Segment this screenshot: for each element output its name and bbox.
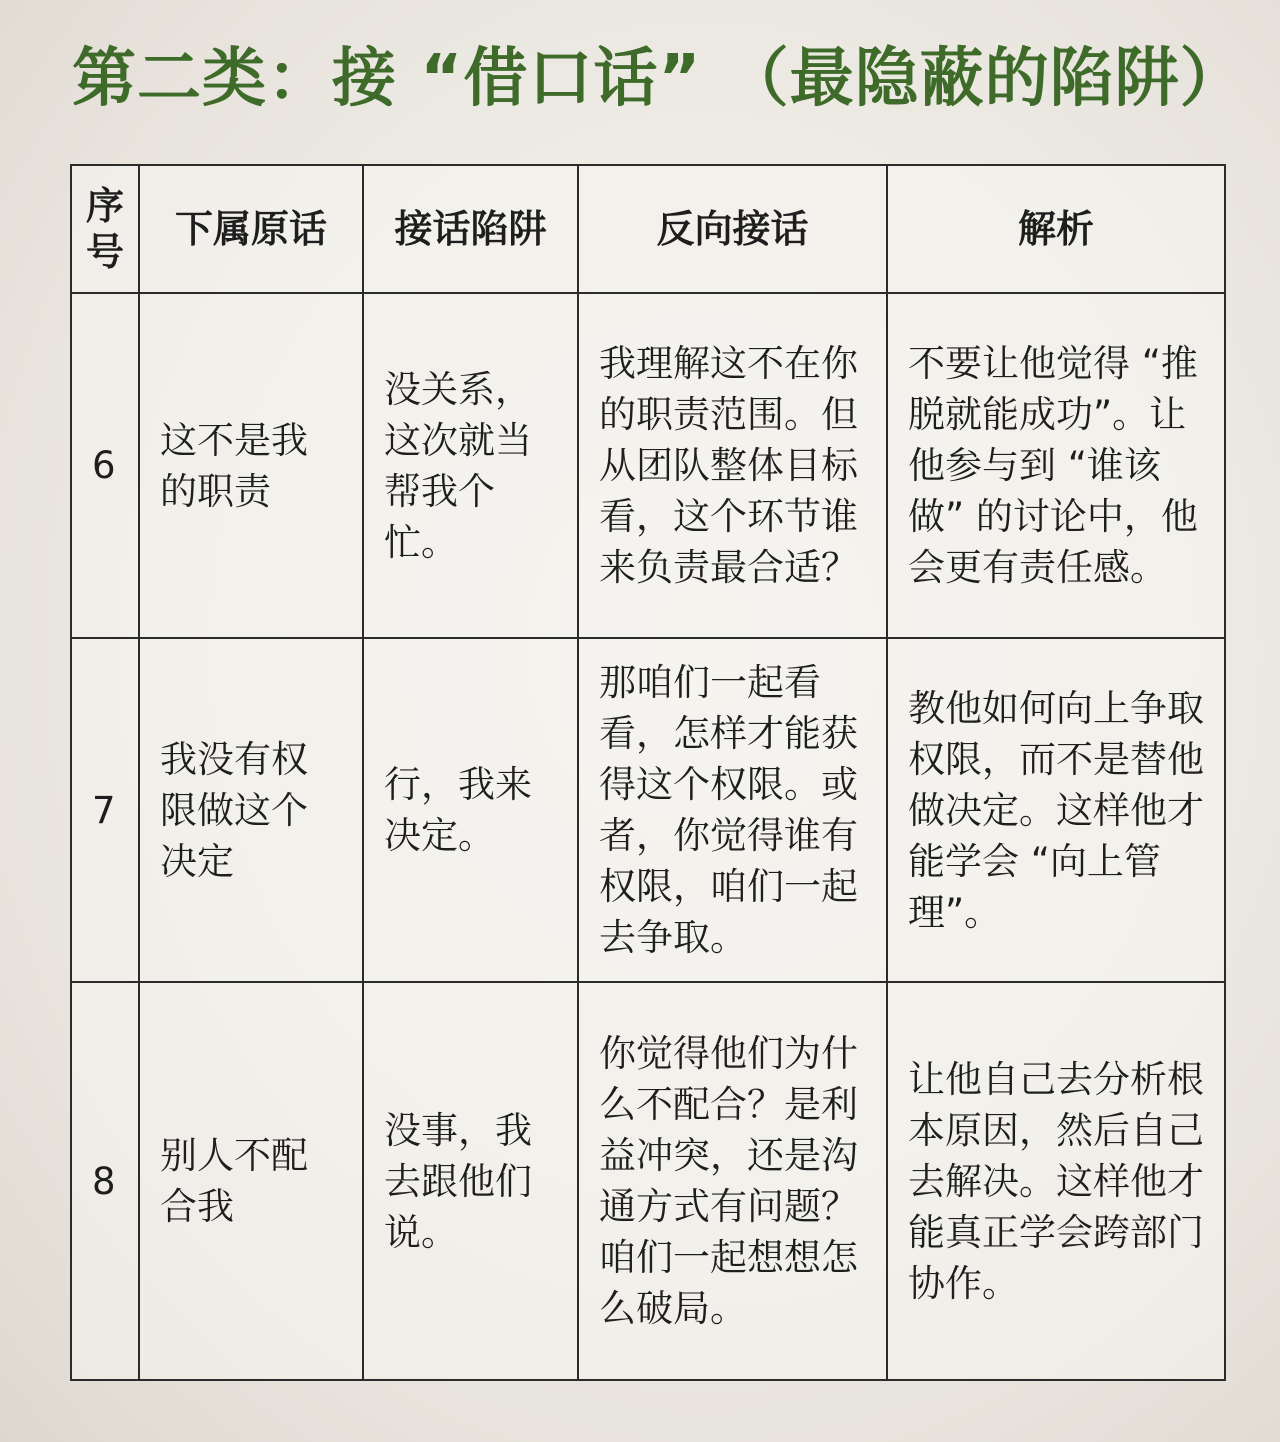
header-reverse: 反向接话 <box>578 165 887 293</box>
cell-trap: 没关系，这次就当帮我个忙。 <box>363 293 578 638</box>
table-row <box>71 638 1225 982</box>
page-title: 第二类：接 “借口话” （最隐蔽的陷阱） <box>72 42 1245 116</box>
cell-original: 我没有权限做这个决定 <box>139 638 363 982</box>
cell-original: 别人不配合我 <box>139 982 363 1380</box>
cell-analysis: 不要让他觉得 “推脱就能成功”。让他参与到 “谁该做” 的讨论中，他会更有责任感。 <box>887 293 1225 638</box>
table-row <box>71 982 1225 1380</box>
strategy-table <box>70 164 1226 1381</box>
cell-trap: 没事，我去跟他们说。 <box>363 982 578 1380</box>
header-seq <box>71 165 139 293</box>
cell-analysis: 教他如何向上争取权限，而不是替他做决定。这样他才能学会 “向上管理”。 <box>887 638 1225 982</box>
table-header-row <box>71 165 1225 293</box>
cell-seq: 6 <box>71 293 139 638</box>
header-seq-line2: 号 <box>85 230 124 274</box>
header-trap: 接话陷阱 <box>363 165 578 293</box>
cell-reverse: 我理解这不在你的职责范围。但从团队整体目标看，这个环节谁来负责最合适？ <box>578 293 887 638</box>
cell-reverse: 你觉得他们为什么不配合？是利益冲突，还是沟通方式有问题？咱们一起想想怎么破局。 <box>578 982 887 1380</box>
header-analysis: 解析 <box>887 165 1225 293</box>
cell-trap: 行，我来决定。 <box>363 638 578 982</box>
header-original: 下属原话 <box>139 165 363 293</box>
cell-analysis: 让他自己去分析根本原因，然后自己去解决。这样他才能真正学会跨部门协作。 <box>887 982 1225 1380</box>
cell-original: 这不是我的职责 <box>139 293 363 638</box>
header-seq-line1: 序 <box>85 184 124 228</box>
cell-seq: 7 <box>71 638 139 982</box>
cell-seq: 8 <box>71 982 139 1380</box>
table-row <box>71 293 1225 638</box>
cell-reverse: 那咱们一起看看，怎样才能获得这个权限。或者，你觉得谁有权限，咱们一起去争取。 <box>578 638 887 982</box>
